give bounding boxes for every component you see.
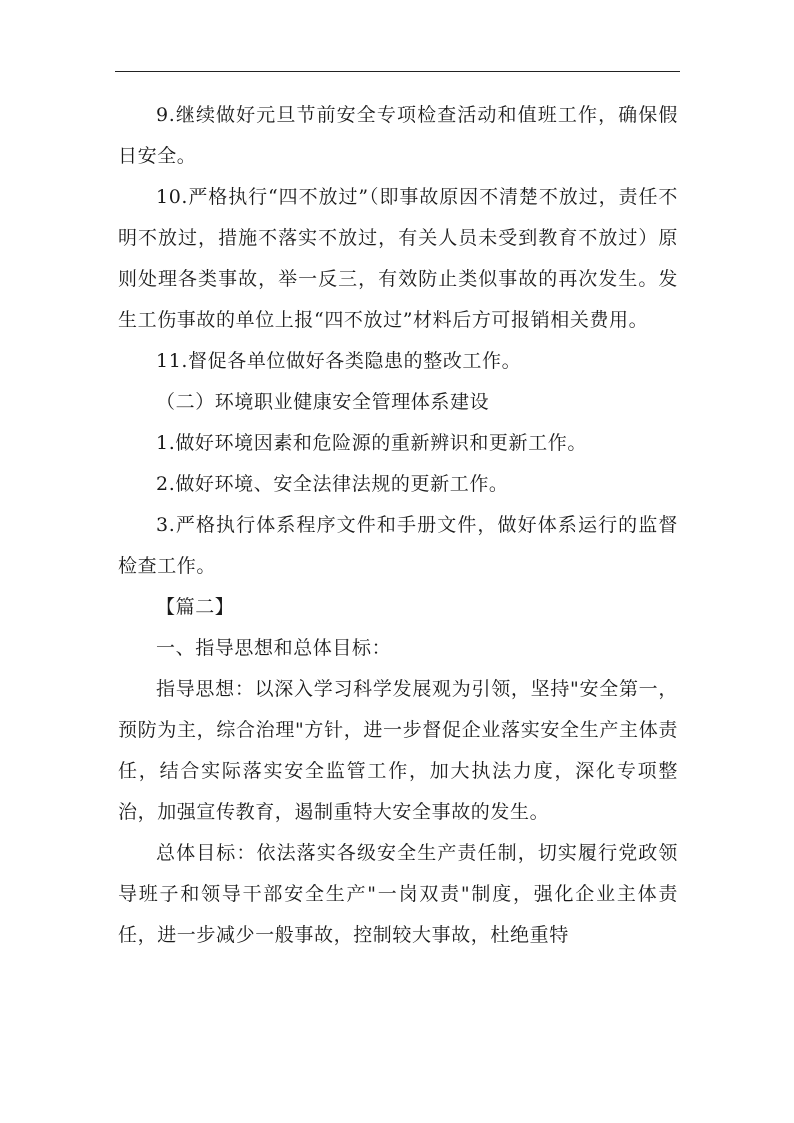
part-heading: 【篇二】 <box>156 596 235 618</box>
document-body <box>118 95 678 956</box>
section-heading-guiding: 一、指导思想和总体目标： <box>156 637 392 659</box>
header-rule <box>115 71 680 72</box>
paragraph-item-3: 3.严格执行体系程序文件和手册文件，做好体系运行的监督检查工作。 <box>118 514 678 577</box>
paragraph-guiding-thought: 指导思想：以深入学习科学发展观为引领，坚持"安全第一，预防为主，综合治理"方针，进一步督促企业落实安全生产主体责任，结合实际落实安全监管工作，加大执法力度，深化专项整治，加强宣传教育，遏制重特大安全事故的发生。 <box>118 678 678 823</box>
paragraph-item-9: 9.继续做好元旦节前安全专项检查活动和值班工作，确保假日安全。 <box>118 104 678 167</box>
paragraph-item-11: 11.督促各单位做好各类隐患的整改工作。 <box>156 350 522 372</box>
paragraph-item-10: 10.严格执行“四不放过”（即事故原因不清楚不放过，责任不明不放过，措施不落实不放过，有关人员未受到教育不放过）原则处理各类事故，举一反三，有效防止类似事故的再次发生。发生工伤事故的单位上报“四不放过”材料后方可报销相关费用。 <box>118 186 678 331</box>
section-heading-ems: （二）环境职业健康安全管理体系建设 <box>156 391 490 413</box>
paragraph-overall-goal: 总体目标：依法落实各级安全生产责任制，切实履行党政领导班子和领导干部安全生产"一岗双责"制度，强化企业主体责任，进一步减少一般事故，控制较大事故，杜绝重特 <box>118 842 678 946</box>
paragraph-item-2: 2.做好环境、安全法律法规的更新工作。 <box>156 473 509 495</box>
paragraph-item-1: 1.做好环境因素和危险源的重新辨识和更新工作。 <box>156 432 587 454</box>
